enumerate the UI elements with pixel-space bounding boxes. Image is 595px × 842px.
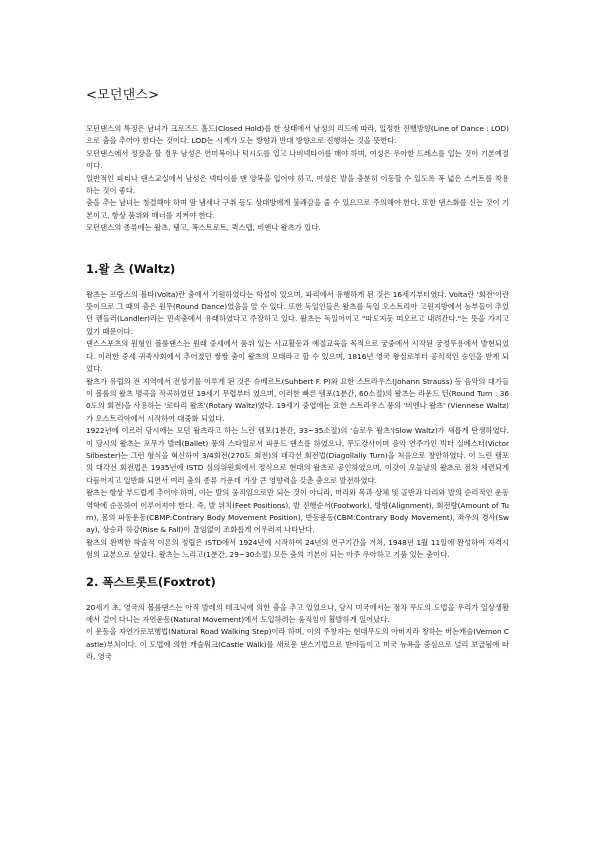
body-paragraph: 왈츠는 항상 부드럽게 추어야 하며, 이는 발의 움직임으로만 되는 것이 아니라, 머리와 목과 상체 및 골반과 다리와 발의 순리적인 운동역학에 순응하여 이루어져야 한다. 즉, 발 위치(Feet Positions), 발 진행순서(Footwork), 방향(Alignment), 회전량(Amount of Turn), 몸의 파동운동(CBMP:Contrary Body Movement Position), 반동운동(CBM:Contrary Body Movement), 좌우의 경사(Sway), 상승과 하강(Rise & Fall)이 끊임없이 조화롭게 어우러져 나타난다.: [86, 488, 509, 535]
intro-paragraph: 춤을 추는 남녀는 청결해야 하며 땀 냄새나 구취 등도 상대방에게 불쾌감을 줄 수 있으므로 주의해야 한다. 또한 댄스화를 신는 것이 기본이고, 항상 품위와 매너를 지켜야 한다.: [86, 198, 509, 220]
intro-paragraph: 모던댄스의 종류에는 왈츠, 탱고, 폭스트로트, 퀵스텝, 비엔나 왈츠가 있다.: [86, 223, 321, 233]
body-paragraph: 댄스스포츠의 원형인 볼룸댄스는 원래 중세에서 품위 있는 사교활동과 예절교육을 목적으로 궁중에서 시작된 궁정무용에서 발현되었다. 이러한 중세 귀족사회에서 추어졌던 쌍쌍 춤이 왈츠의 모태라고 할 수 있으며, 1816년 영국 왕실로부터 공식적인 승인을 받게 되었다.: [86, 339, 509, 374]
body-paragraph: 왈츠가 유럽의 전 지역에서 전성기를 이루게 된 것은 슈베르트(Suhbert F. P)와 요한 스트라우스(Johann Strauss) 등 음악의 대가들이 볼룸의 왈츠 명곡을 작곡하였던 19세기 무렵부터 였으며, 이러한 빠른 템포(1분간, 60소절)의 왈츠는 라운드 턴(Round Turn : 360도의 회전)을 사용하는 '로타리 왈츠'(Rotary Waltz)였다. 19세기 중엽에는 요한 스트라우스 풍의 '비엔나 왈츠' (Viennese Waltz)가 오스트리아에서 시작하여 대중화 되었다.: [86, 376, 509, 423]
body-paragraph: 20세기 초, 영국의 볼룸댄스는 아직 발레의 테크닉에 의한 춤을 추고 있었으나, 당시 미국에서는 점차 무도의 도법을 우리가 일상생활에서 걸어 다니는 자연운동(Natural Movement)에서 도입하려는 움직임이 활발하게 일어났다.: [86, 602, 509, 624]
section-foxtrot: [86, 574, 509, 664]
document-title: <모던댄스>: [86, 88, 160, 103]
intro-paragraph: 모던댄스에서 정장을 할 경우 남성은 연미복이나 턱시도를 입고 나비넥타이를 매야 하며, 여성은 우아한 드레스를 입는 것이 기본예절이다.: [86, 148, 509, 171]
intro-paragraph: 모던댄스의 특징은 남녀가 크로즈드 홀드(Closed Hold)를 한 상태에서 남성의 리드에 따라, 일정한 진행방향(Line of Dance : LOD)으로 춤을 추어야 한다는 것이다. LOD는 시계가 도는 방향과 반대 방향으로 진행하는 것을 뜻한다.: [86, 124, 509, 146]
body-paragraph: 1922년에 이르러 당시에는 모던 왈츠라고 하는 느린 템포(1분간, 33~35소절)의 '슬로우 왈츠'(Slow Waltz)가 새롭게 탄생하였다. 이 당시의 왈츠는 포무가 발레(Ballet) 풍의 스타일로서 파운드 댄스를 하였으나, 무도강사이며 음악 연주가인 빅터 실베스터(Victor Silbester)는 그런 형식을 혁신하여 3/4회전(270도 회전)의 대각선 회전법(Diagollally Turn)을 처음으로 창안하였다. 이 느린 템포의 대각선 회전법은 1935년에 ISTD 심의위원회에서 정식으로 현대의 왈츠로 공인하였으며, 이것이 오늘날의 왈츠로 점차 세련되게 다듬어지고 일반화 되면서 여러 춤의 종류 가운데 가장 큰 영향력을 갖춘 춤으로 발전하였다.: [86, 426, 509, 485]
intro-paragraph: 일반적인 파티나 댄스교실에서 남성은 넥타이를 맨 양복을 입어야 하고, 여성은 발을 충분히 이동할 수 있도록 폭 넓은 스커트를 착용하는 것이 좋다.: [86, 173, 509, 196]
intro-block: [86, 123, 509, 235]
section-waltz: [86, 261, 509, 562]
section-heading: 1.왈 츠 (Waltz): [86, 261, 176, 276]
section-heading: 2. 폭스트롯트(Foxtrot): [86, 574, 216, 589]
body-paragraph: 이 운동을 자연가로보행법(Natural Road Walking Step)이라 하며, 이의 주창자는 현대무도의 아버지라 칭하는 버논캐슬(Vernon Castle)부처이다. 이 도법에 의한 캐슬워크(Castle Walk)를 새로운 댄스기법으로 받아들이고 미국 뉴욕을 중심으로 널리 보급됨에 따라, 영국: [86, 627, 510, 662]
body-paragraph: 왈츠의 완벽한 학술적 이론의 정립은 ISTD에서 1924년에 시작하여 24년의 연구기간을 거쳐, 1948년 1월 11일에 완성하여 자격시험의 교본으로 삼았다. 왈츠는 느리고(1분간, 29~30소절) 모든 춤의 기본이 되는 아주 우아하고 기품 있는 춤이다.: [86, 537, 509, 560]
body-paragraph: 왈츠는 프랑스의 볼타(Volta)란 춤에서 기원하였다는 학설이 있으며, 파리에서 유행하게 된 것은 16세기부터였다. Volta란 '회전'이란 뜻이므로 그 때의 춤은 원무(Round Dance)였음을 알 수 있다. 또한 독일인들은 왈츠를 독일 오스트리아 고원지방에서 농부들이 추었던 렌들러(Landler)라는 민속춤에서 유래하였다고 주장하고 있다. 왈츠는 독일어이고 "따도지듯 떠오르고 내려간다."는 뜻을 가지고 있기 때문이다.: [86, 289, 509, 336]
